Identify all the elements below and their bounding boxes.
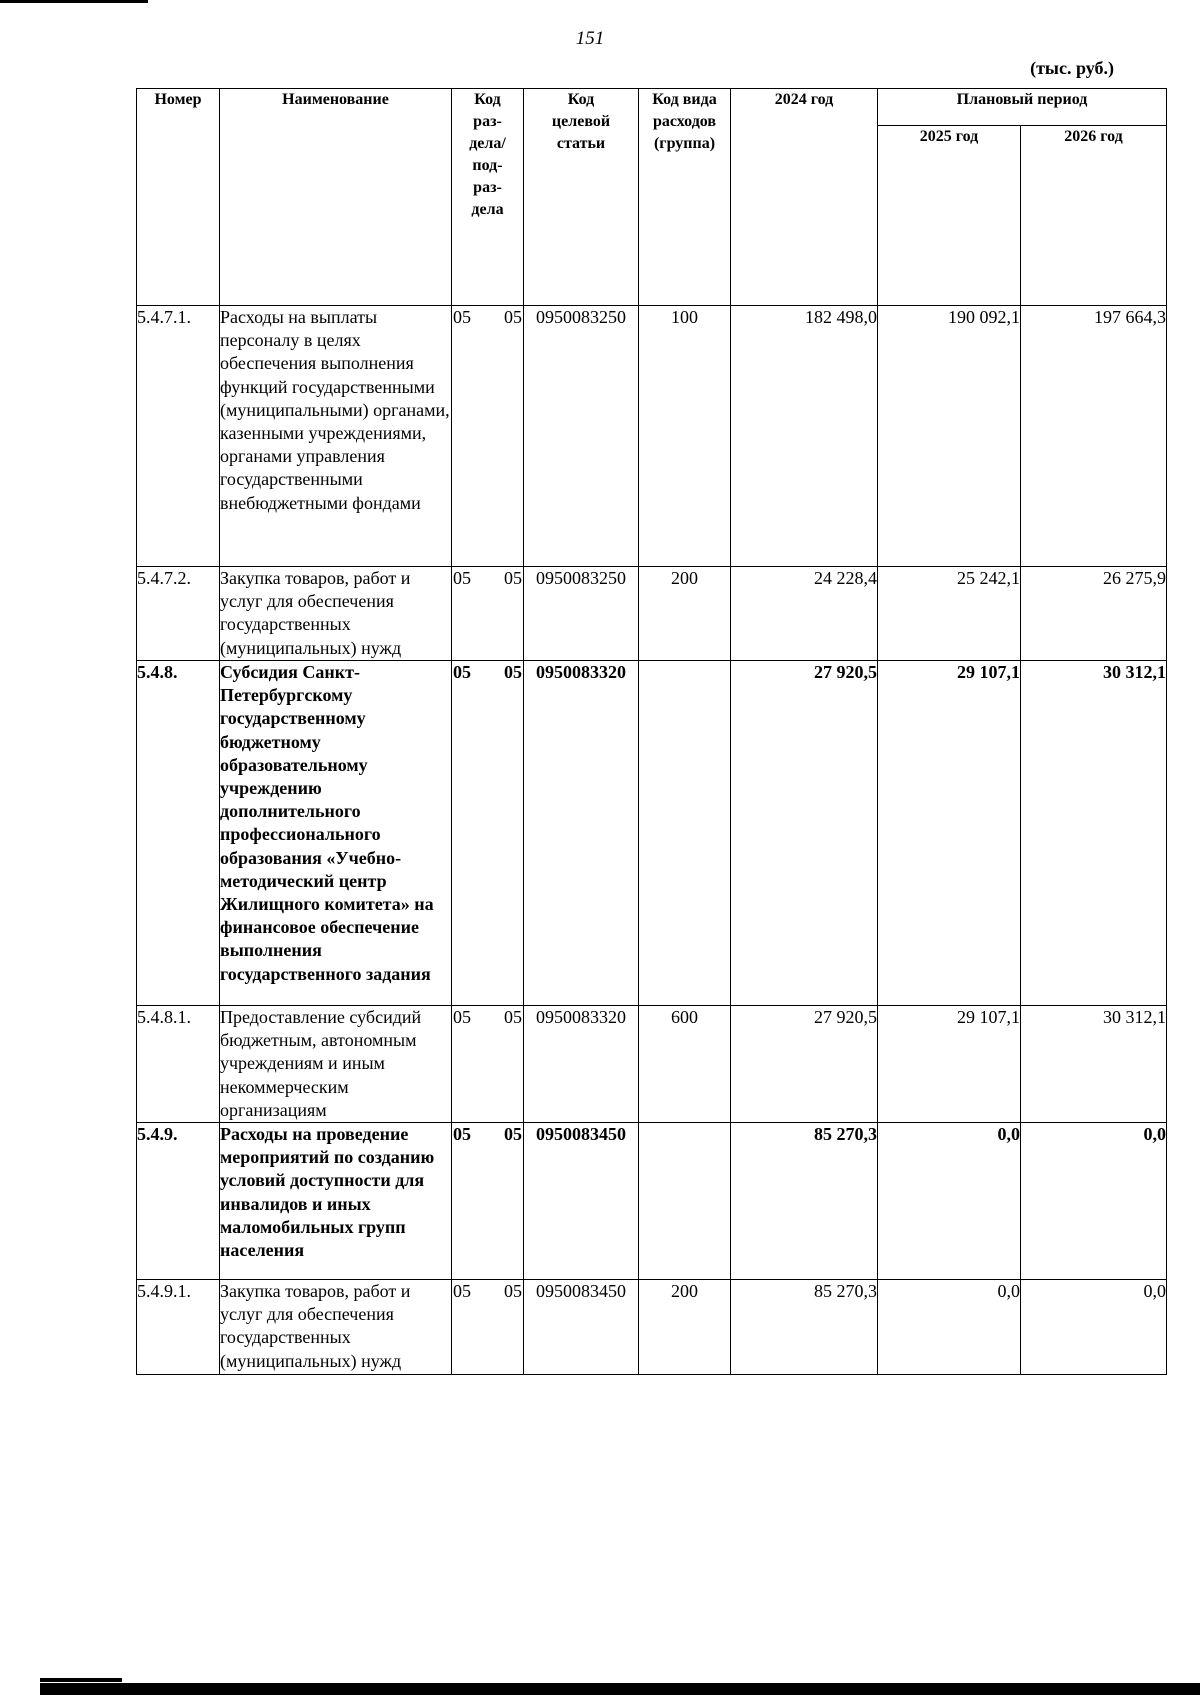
row-number: 5.4.9.1. <box>137 1280 220 1375</box>
row-target-code: 0950083450 <box>524 1123 639 1280</box>
row-amount-2026: 0,0 <box>1021 1280 1167 1375</box>
row-amount-2025: 25 242,1 <box>878 567 1021 661</box>
section-code-pair <box>452 1123 523 1146</box>
row-name: Расходы на проведение мероприятий по созданию условий доступности для инвалидов и иных маломобильных групп населения <box>220 1123 452 1280</box>
section-code: 05 <box>453 1007 471 1027</box>
scan-edge-mark <box>0 0 148 3</box>
header-year-2025: 2025 год <box>878 126 1021 306</box>
header-name: Наименование <box>220 89 452 306</box>
row-amount-2024: 85 270,3 <box>731 1123 878 1280</box>
row-amount-2024: 85 270,3 <box>731 1280 878 1375</box>
table-row <box>137 567 1167 661</box>
row-amount-2025: 29 107,1 <box>878 661 1021 1006</box>
section_code_lines-line: дела <box>471 201 504 218</box>
table-row <box>137 661 1167 1006</box>
header-year-2024: 2024 год <box>731 89 878 306</box>
row-amount-2026: 30 312,1 <box>1021 1006 1167 1123</box>
section_code_lines-line: дела/ <box>469 135 506 152</box>
scan-edge-bar-bottom <box>40 1683 1200 1695</box>
row-expense-type <box>639 1123 731 1280</box>
row-amount-2026: 30 312,1 <box>1021 661 1167 1006</box>
budget-table <box>136 88 1167 1375</box>
row-target-code: 0950083450 <box>524 1280 639 1375</box>
row-section-code <box>452 661 524 1006</box>
row-amount-2026: 197 664,3 <box>1021 306 1167 567</box>
header-target-code <box>524 89 639 306</box>
row-expense-type: 600 <box>639 1006 731 1123</box>
row-expense-type: 100 <box>639 306 731 567</box>
row-section-code <box>452 1006 524 1123</box>
row-amount-2024: 27 920,5 <box>731 1006 878 1123</box>
row-section-code <box>452 1280 524 1375</box>
page-number: 151 <box>575 28 605 49</box>
subsection-code: 05 <box>504 1007 522 1027</box>
section-code-pair <box>452 567 523 590</box>
row-section-code <box>452 306 524 567</box>
row-number: 5.4.8.1. <box>137 1006 220 1123</box>
row-expense-type: 200 <box>639 567 731 661</box>
row-section-code <box>452 1123 524 1280</box>
row-expense-type <box>639 661 731 1006</box>
header-number: Номер <box>137 89 220 306</box>
table-header <box>137 89 1167 306</box>
subsection-code: 05 <box>504 1124 522 1145</box>
target_code_lines-line: целевой <box>551 113 611 130</box>
row-amount-2025: 0,0 <box>878 1123 1021 1280</box>
row-amount-2024: 27 920,5 <box>731 661 878 1006</box>
expense_type_lines-line: (группа) <box>653 135 716 152</box>
row-amount-2025: 190 092,1 <box>878 306 1021 567</box>
target_code_lines-line: Код <box>567 91 595 108</box>
row-amount-2024: 182 498,0 <box>731 306 878 567</box>
row-section-code <box>452 567 524 661</box>
row-name: Расходы на выплаты персоналу в целях обеспечения выполнения функций государственными (муниципальными) органами, казенными учреждениями, органами управления государственными внебюджетными фондами <box>220 306 452 567</box>
section_code_lines-line: раз- <box>473 179 502 196</box>
subsection-code: 05 <box>504 568 522 588</box>
section_code_lines-line: раз- <box>473 113 502 130</box>
section-code-pair <box>452 1280 523 1303</box>
scan-edge-mark-bottom-left <box>40 1678 122 1682</box>
header-section-code <box>452 89 524 306</box>
subsection-code: 05 <box>504 307 522 327</box>
table-row <box>137 306 1167 567</box>
target_code_lines-line: статьи <box>556 135 606 152</box>
row-amount-2026: 26 275,9 <box>1021 567 1167 661</box>
row-number: 5.4.8. <box>137 661 220 1006</box>
table-row <box>137 1006 1167 1123</box>
subsection-code: 05 <box>504 662 522 682</box>
row-target-code: 0950083320 <box>524 661 639 1006</box>
subsection-code: 05 <box>504 1281 522 1302</box>
row-target-code: 0950083250 <box>524 567 639 661</box>
row-amount-2026: 0,0 <box>1021 1123 1167 1280</box>
section-code: 05 <box>453 662 471 682</box>
section-code-pair <box>452 306 523 329</box>
row-name: Закупка товаров, работ и услуг для обеспечения государственных (муниципальных) нужд <box>220 1280 452 1375</box>
section_code_lines-line: Код <box>474 91 501 108</box>
row-target-code: 0950083320 <box>524 1006 639 1123</box>
row-amount-2024: 24 228,4 <box>731 567 878 661</box>
row-number: 5.4.7.2. <box>137 567 220 661</box>
expense_type_lines-line: расходов <box>652 113 717 130</box>
row-expense-type: 200 <box>639 1280 731 1375</box>
section_code_lines-line: под- <box>472 157 503 174</box>
units-label: (тыс. руб.) <box>1030 58 1114 78</box>
section-code-pair <box>452 1006 523 1029</box>
row-number: 5.4.7.1. <box>137 306 220 567</box>
expense_type_lines-line: Код вида <box>652 91 717 108</box>
section-code: 05 <box>453 1124 471 1145</box>
table-body <box>137 306 1167 1375</box>
section-code: 05 <box>453 307 471 327</box>
row-name: Закупка товаров, работ и услуг для обеспечения государственных (муниципальных) нужд <box>220 567 452 661</box>
row-name: Субсидия Санкт-Петербургскому государственному бюджетному образовательному учреждению дополнительного профессионального образования «Учебно-методический центр Жилищного комитета» на финансовое обеспечение выполнения государственного задания <box>220 661 452 1006</box>
row-target-code: 0950083250 <box>524 306 639 567</box>
row-name: Предоставление субсидий бюджетным, автономным учреждениям и иным некоммерческим организациям <box>220 1006 452 1123</box>
table-row <box>137 1280 1167 1375</box>
header-planning-period: Плановый период <box>878 89 1167 126</box>
header-expense-type <box>639 89 731 306</box>
row-amount-2025: 29 107,1 <box>878 1006 1021 1123</box>
section-code-pair <box>452 661 523 684</box>
header-year-2026: 2026 год <box>1021 126 1167 306</box>
row-amount-2025: 0,0 <box>878 1280 1021 1375</box>
section-code: 05 <box>453 568 471 588</box>
section-code: 05 <box>453 1281 471 1302</box>
table-row <box>137 1123 1167 1280</box>
row-number: 5.4.9. <box>137 1123 220 1280</box>
